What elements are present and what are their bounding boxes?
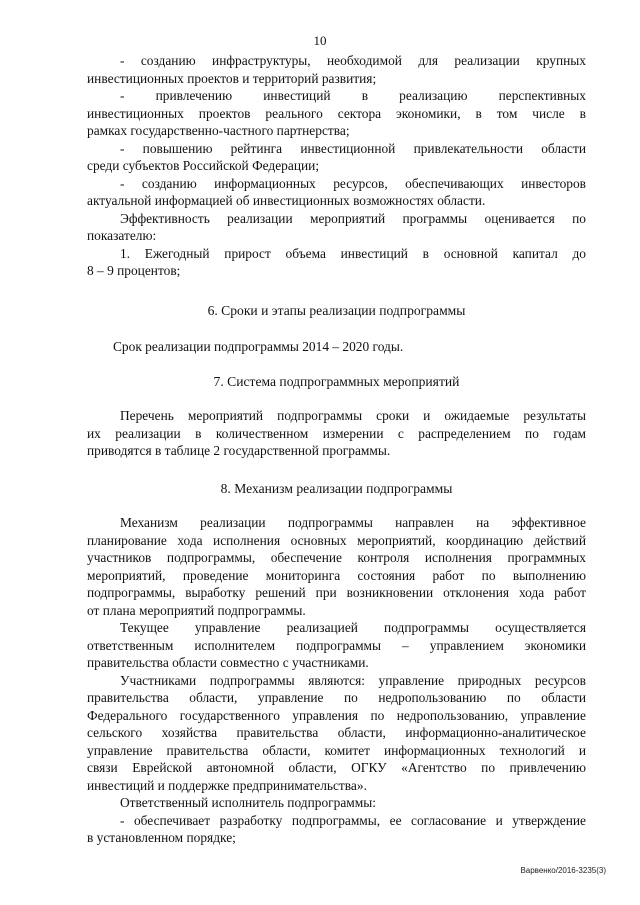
section-7-paragraph [87, 407, 586, 460]
indicator-item: 1. Ежегодный прирост объема инвестиций в основной капитал до [120, 245, 586, 261]
paragraph-line: участников подпрограммы, обеспечение контроля исполнения программных [87, 550, 586, 565]
paragraph-line: Участниками подпрограммы являются: управление природных ресурсов [120, 672, 586, 688]
section-8-body [87, 514, 586, 847]
indicator-item-continuation: 8 – 9 процентов; [87, 263, 181, 278]
section-6-heading: 6. Сроки и этапы реализации подпрограммы [207, 303, 466, 318]
paragraph-line: управление правительства области, комитет информационных технологий и [87, 742, 586, 758]
paragraph-line: сельского хозяйства правительства области, информационно-аналитическое [87, 725, 586, 740]
list-item-continuation: инвестиционных проектов и территорий развития; [87, 70, 377, 86]
list-item-continuation: среди субъектов Российской Федерации; [87, 158, 320, 173]
list-item: - созданию информационных ресурсов, обеспечивающих инвесторов [120, 175, 586, 191]
paragraph-line: ответственным исполнителем подпрограммы – управлением экономики [87, 637, 586, 653]
list-item: - привлечению инвестиций в реализацию перспективных [120, 88, 586, 103]
list-item: - повышению рейтинга инвестиционной привлекательности области [120, 140, 586, 156]
paragraph-line: от плана мероприятий подпрограммы. [87, 602, 306, 618]
goals-list [87, 52, 586, 280]
list-item-continuation: инвестиционных проектов реального сектора экономики, в том числе в [87, 105, 586, 121]
paragraph-line: планирование хода исполнения основных мероприятий, координацию действий [87, 532, 586, 548]
paragraph-line: Ответственный исполнитель подпрограммы: [120, 795, 376, 810]
section-6-text: Срок реализации подпрограммы 2014 – 2020 годы. [113, 339, 404, 354]
paragraph-line: связи Еврейской автономной области, ОГКУ «Агентство по привлечению [87, 760, 586, 775]
page-number: 10 [313, 33, 327, 48]
paragraph-line: подпрограммы, выработку решений при возникновении отклонения хода работ [87, 585, 586, 600]
paragraph-line: Федерального государственного управления по недропользованию, управление [87, 707, 586, 723]
section-7-heading: 7. Система подпрограммных мероприятий [213, 374, 460, 389]
document-code: Варвенко/2016-3235(3) [520, 866, 606, 875]
paragraph-line: правительства области совместно с участниками. [87, 655, 369, 670]
paragraph-line: мероприятий, проведение мониторинга состояния работ по выполнению [87, 567, 586, 583]
paragraph-line: Механизм реализации подпрограммы направлен на эффективное [120, 515, 586, 530]
section-8-heading: 8. Механизм реализации подпрограммы [220, 481, 453, 496]
paragraph-line: показателю: [87, 228, 157, 243]
list-item-continuation: актуальной информацией об инвестиционных возможностях области. [87, 193, 486, 208]
list-item: - обеспечивает разработку подпрограммы, ее согласование и утверждение [120, 812, 586, 828]
paragraph-line: правительства области, управление по недропользованию по области [87, 690, 586, 705]
paragraph-line: инвестиций и поддержке предпринимательства». [87, 777, 367, 793]
paragraph-line: их реализации в количественном измерении с распределением по годам [87, 425, 586, 441]
list-item: - созданию инфраструктуры, необходимой для реализации крупных [120, 53, 586, 68]
paragraph-line: приводятся в таблице 2 государственной программы. [87, 443, 391, 458]
list-item-continuation: в установленном порядке; [87, 830, 236, 845]
paragraph-line: Эффективность реализации мероприятий программы оценивается по [120, 210, 586, 226]
paragraph-line: Текущее управление реализацией подпрограммы осуществляется [120, 620, 586, 635]
paragraph-line: Перечень мероприятий подпрограммы сроки и ожидаемые результаты [120, 408, 586, 423]
list-item-continuation: рамках государственно-частного партнерства; [87, 123, 350, 138]
